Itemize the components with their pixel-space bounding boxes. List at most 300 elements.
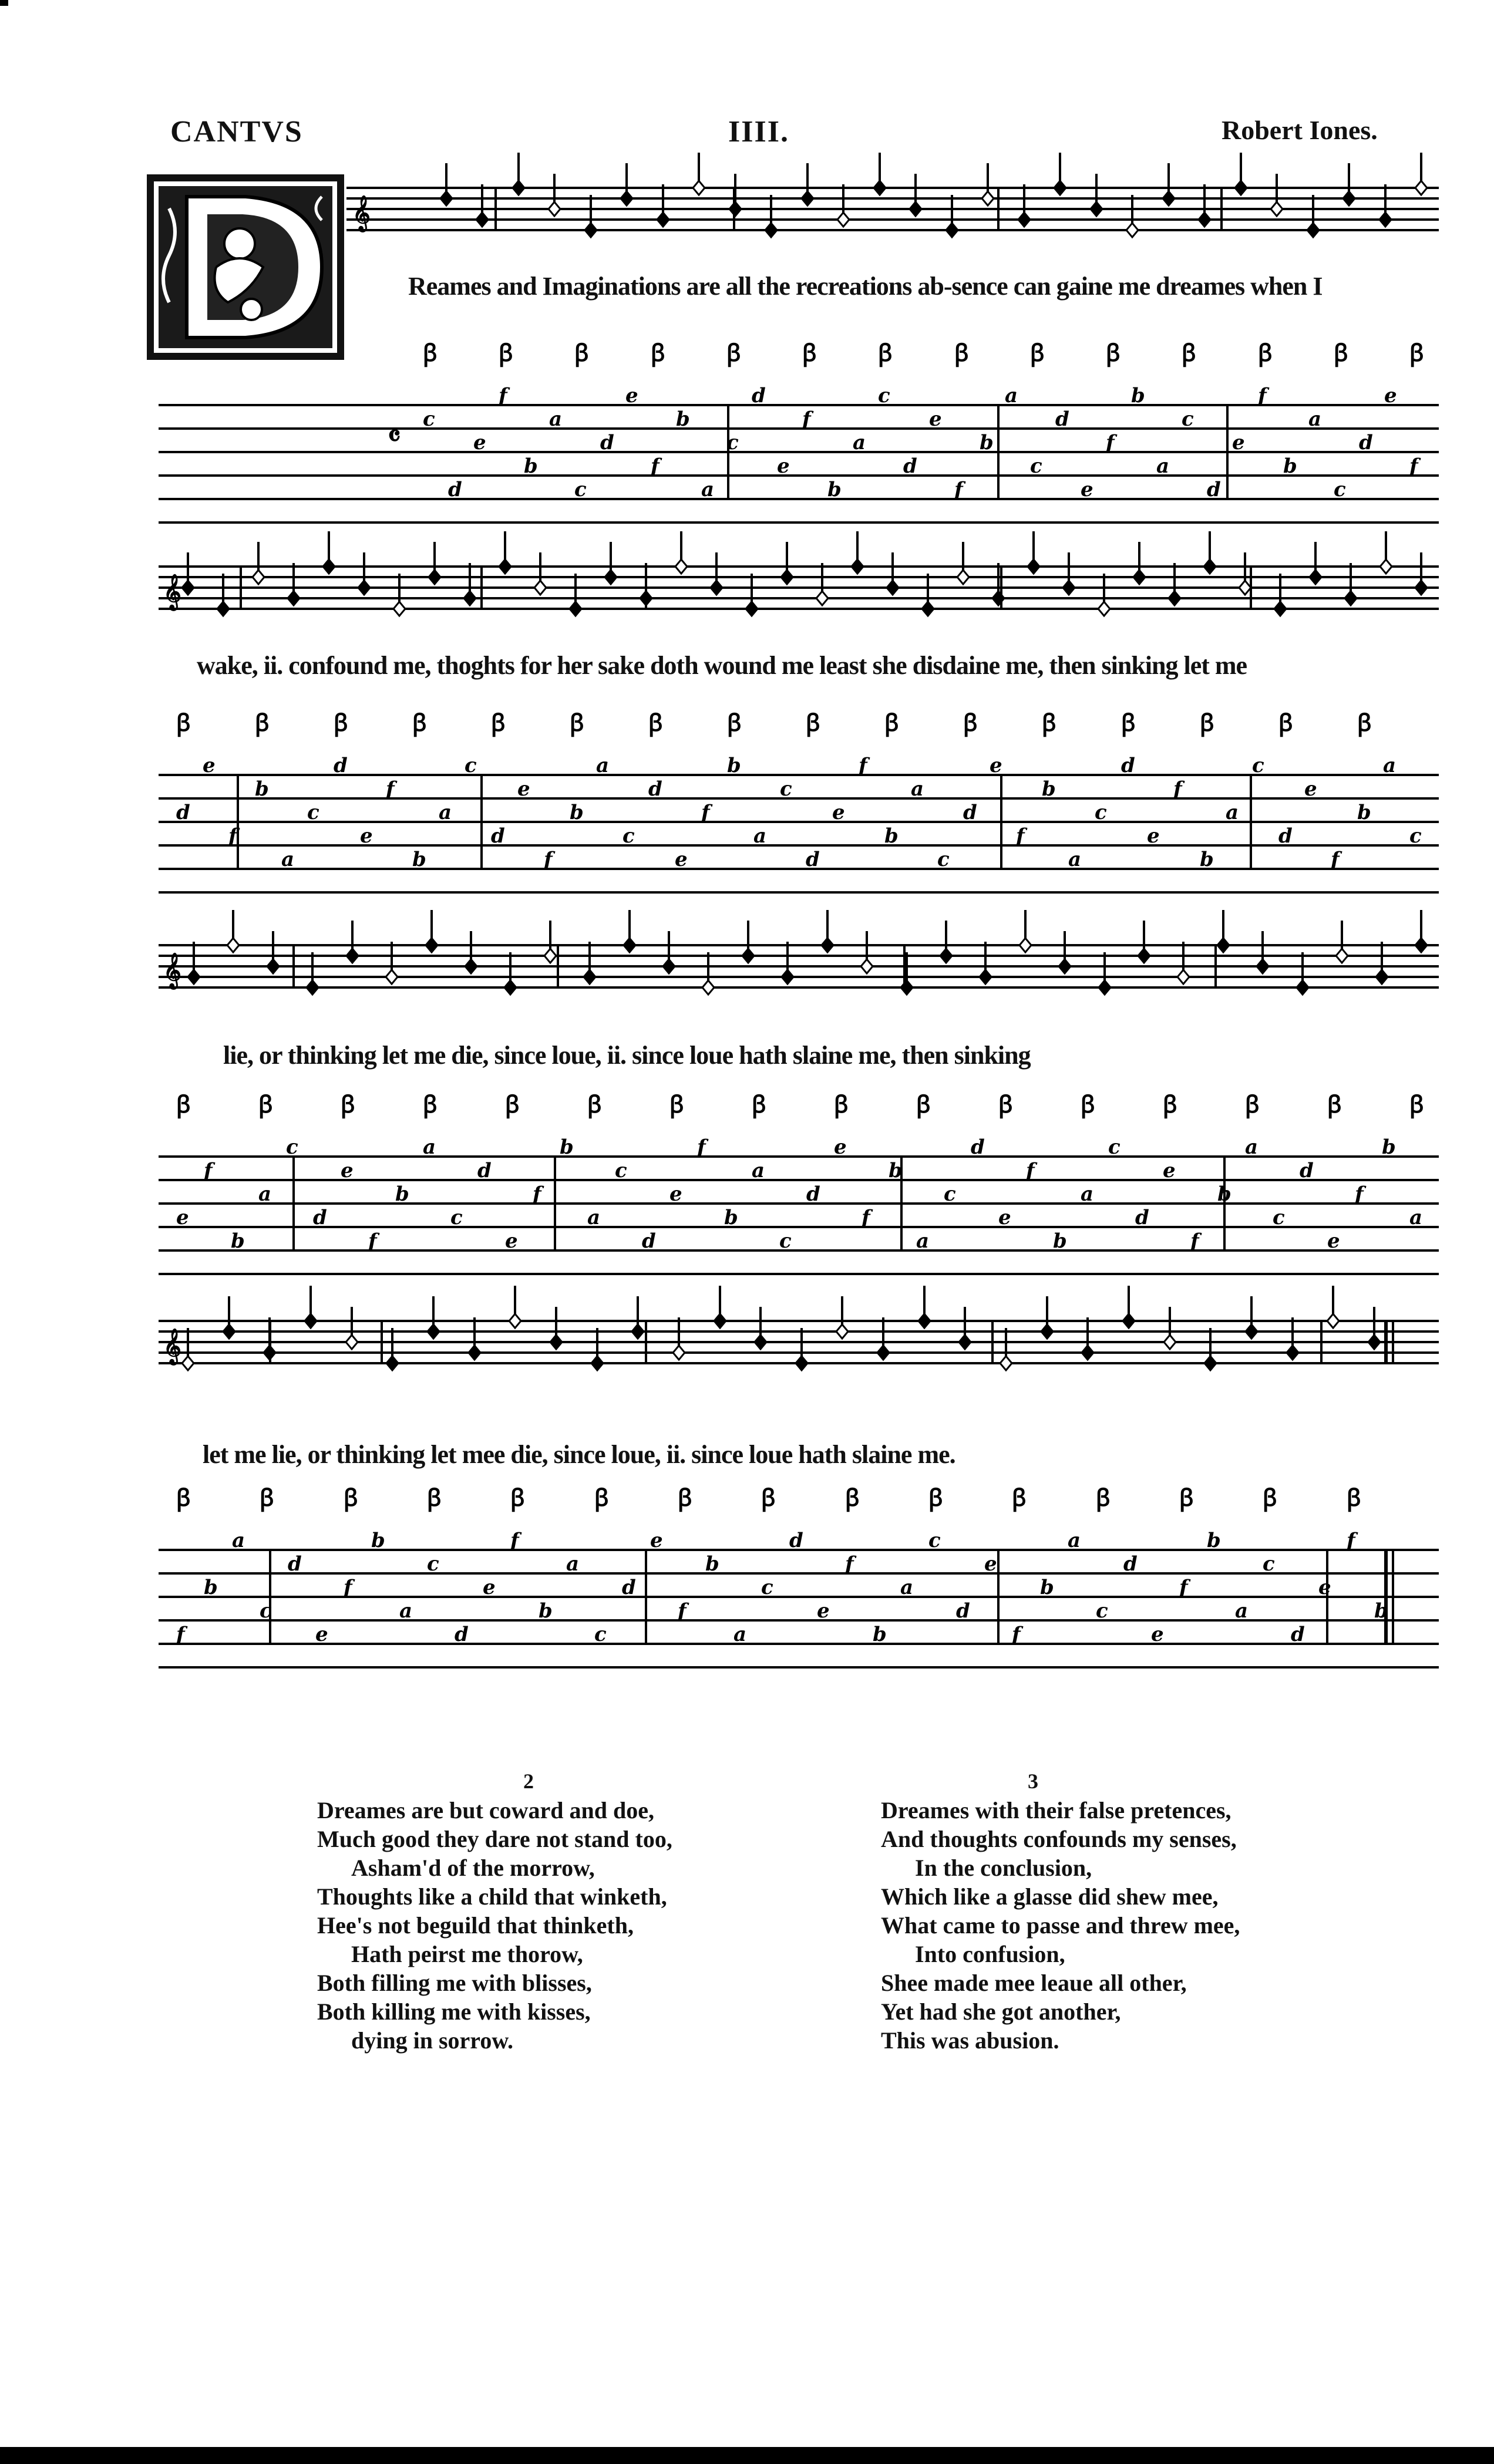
tab-letter: a — [733, 1623, 747, 1646]
tab-letter: e — [675, 848, 688, 871]
rhythm-flag: ꞵ — [1081, 1091, 1096, 1118]
note-head — [940, 949, 952, 963]
rhythm-flag: ꞵ — [1106, 339, 1121, 367]
note-head — [267, 959, 279, 973]
note-head — [426, 938, 438, 952]
tab-letter: b — [1382, 1135, 1396, 1159]
verse-number: 3 — [1028, 1769, 1038, 1793]
note-head — [836, 1324, 848, 1339]
note-head — [1343, 191, 1355, 205]
rhythm-flag: ꞵ — [1182, 339, 1197, 367]
tab-letter: d — [903, 454, 917, 478]
rhythm-flag: ꞵ — [341, 1091, 356, 1118]
verse-line: Yet had she got another, — [881, 1998, 1121, 2025]
rhythm-flag: ꞵ — [1357, 709, 1372, 737]
tab-letter: c — [1263, 1552, 1275, 1576]
tab-letter: d — [806, 848, 820, 871]
tab-letter: d — [752, 384, 766, 407]
tab-letter: c — [615, 1159, 627, 1182]
tab-letter: c — [726, 431, 739, 454]
tab-letter: b — [889, 1159, 903, 1182]
note-head — [182, 1356, 194, 1370]
note-head — [358, 581, 370, 595]
rhythm-flag: ꞵ — [423, 339, 438, 367]
tab-letter: a — [900, 1576, 914, 1599]
tab-letter: b — [827, 478, 842, 501]
tab-letter: c — [1096, 1599, 1108, 1623]
rhythm-flag: ꞵ — [806, 709, 821, 737]
note-head — [632, 1324, 644, 1339]
tab-letter: c — [465, 754, 477, 777]
tab-letter: e — [473, 431, 486, 454]
tab-letter: e — [1147, 824, 1160, 848]
note-head — [584, 970, 595, 984]
tab-letter: e — [1304, 777, 1317, 801]
tab-letter: e — [929, 407, 942, 431]
note-head — [440, 191, 452, 205]
tab-letter: c — [1273, 1206, 1285, 1229]
verse-line: Much good they dare not stand too, — [317, 1826, 672, 1852]
rhythm-flag: ꞵ — [1258, 339, 1273, 367]
note-head — [227, 938, 239, 952]
tab-letter: d — [806, 1182, 820, 1206]
tab-letter: e — [203, 754, 216, 777]
tab-letter: f — [176, 1623, 185, 1646]
note-head — [1138, 949, 1150, 963]
lute-tablature-4 — [0, 1485, 1494, 1697]
note-head — [1019, 938, 1031, 952]
note-head — [591, 1356, 603, 1370]
tab-letter: a — [853, 431, 866, 454]
note-head — [1054, 181, 1066, 195]
rhythm-flag: ꞵ — [427, 1484, 442, 1512]
verse-line: Both killing me with kisses, — [317, 1998, 591, 2025]
tab-letter: f — [1179, 1576, 1188, 1599]
song-number: IIII. — [728, 115, 789, 149]
note-head — [980, 970, 991, 984]
note-head — [796, 1356, 807, 1370]
tab-letter: c — [574, 478, 587, 501]
tab-letter: f — [954, 478, 963, 501]
note-head — [1163, 191, 1175, 205]
note-head — [464, 591, 476, 605]
note-head — [624, 938, 635, 952]
verse-line: What came to passe and threw mee, — [881, 1912, 1240, 1939]
note-head — [1415, 181, 1427, 195]
note-head — [509, 1314, 521, 1328]
rhythm-flag: ꞵ — [176, 709, 191, 737]
tab-letter: f — [533, 1182, 541, 1206]
svg-text:𝄞: 𝄞 — [352, 195, 371, 231]
tab-letter: a — [1081, 1182, 1094, 1206]
rhythm-flag: ꞵ — [510, 1484, 526, 1512]
tab-letter: b — [1283, 454, 1297, 478]
rhythm-flag: ꞵ — [1327, 1091, 1342, 1118]
rhythm-flag: ꞵ — [726, 339, 742, 367]
tab-letter: b — [724, 1206, 738, 1229]
tab-letter: e — [777, 454, 790, 478]
note-head — [1217, 938, 1229, 952]
note-head — [1164, 1335, 1176, 1349]
tab-letter: d — [1123, 1552, 1138, 1576]
tab-letter: c — [594, 1623, 607, 1646]
rhythm-flag: ꞵ — [834, 1091, 849, 1118]
tab-letter: a — [911, 777, 924, 801]
note-head — [874, 181, 886, 195]
tab-letter: a — [549, 407, 563, 431]
tab-letter: b — [1042, 777, 1056, 801]
verse-line: Both filling me with blisses, — [317, 1970, 592, 1996]
tab-letter: a — [1068, 1529, 1081, 1552]
note-head — [346, 1335, 358, 1349]
tab-letter: f — [1331, 848, 1340, 871]
tab-letter: b — [705, 1552, 719, 1576]
verse-line: In the conclusion, — [915, 1855, 1092, 1881]
note-head — [1204, 1356, 1216, 1370]
tab-letter: b — [1200, 848, 1214, 871]
verse-line: Hee's not beguild that thinketh, — [317, 1912, 634, 1939]
verse-line: Into confusion, — [915, 1941, 1065, 1967]
note-head — [513, 181, 524, 195]
note-head — [223, 1324, 235, 1339]
tab-letter: b — [727, 754, 741, 777]
tab-letter: e — [341, 1159, 354, 1182]
tab-letter: f — [678, 1599, 687, 1623]
tab-letter: b — [1207, 1529, 1221, 1552]
page-bottom-edge — [0, 2447, 1494, 2464]
tab-letter: a — [1308, 407, 1322, 431]
tab-letter: d — [1359, 431, 1373, 454]
tab-letter: a — [399, 1599, 413, 1623]
note-head — [1246, 1324, 1257, 1339]
note-head — [550, 1335, 562, 1349]
tab-letter: f — [862, 1206, 870, 1229]
tab-letter: c — [780, 777, 792, 801]
tab-letter: b — [884, 824, 899, 848]
tab-letter: f — [344, 1576, 352, 1599]
tab-letter: d — [1278, 824, 1293, 848]
part-name: CANTVS — [170, 115, 303, 149]
tab-letter: e — [817, 1599, 830, 1623]
rhythm-flag: ꞵ — [752, 1091, 767, 1118]
tab-letter: f — [1106, 431, 1115, 454]
verse-line: Which like a glasse did shew mee, — [881, 1883, 1219, 1910]
tab-letter: c — [779, 1229, 792, 1253]
rhythm-flag: ꞵ — [412, 709, 428, 737]
note-head — [1169, 591, 1180, 605]
verse-line: dying in sorrow. — [351, 2027, 513, 2054]
note-head — [982, 191, 994, 205]
note-head — [605, 570, 617, 584]
verse-line: Asham'd of the morrow, — [351, 1855, 595, 1881]
rhythm-flag: ꞵ — [1278, 709, 1294, 737]
tab-letter: b — [1040, 1576, 1054, 1599]
note-head — [910, 202, 921, 216]
tab-letter: f — [368, 1229, 377, 1253]
tab-letter: b — [1357, 801, 1371, 824]
voice-staff-4 — [0, 1297, 1494, 1403]
note-head — [1199, 213, 1210, 227]
rhythm-flag: ꞵ — [1263, 1484, 1278, 1512]
tab-letter: a — [1245, 1135, 1259, 1159]
rhythm-flag: ꞵ — [334, 709, 349, 737]
verse-line: Dreames with their false pretences, — [881, 1797, 1231, 1823]
tab-letter: a — [1068, 848, 1082, 871]
note-head — [476, 213, 488, 227]
tab-letter: d — [971, 1135, 985, 1159]
note-head — [1307, 223, 1319, 237]
tab-letter: b — [1053, 1229, 1067, 1253]
tab-letter: d — [1291, 1623, 1305, 1646]
tab-letter: f — [1173, 777, 1182, 801]
lyrics-line-4: let me lie, or thinking let mee die, since loue, ii. since loue hath slaine me. — [203, 1440, 955, 1469]
rhythm-flag: ꞵ — [491, 709, 506, 737]
note-head — [1235, 181, 1247, 195]
note-head — [288, 591, 300, 605]
note-head — [544, 949, 556, 963]
rhythm-flag: ꞵ — [176, 1091, 191, 1118]
tab-letter: e — [990, 754, 1002, 777]
note-head — [1327, 1314, 1339, 1328]
note-head — [714, 1314, 726, 1328]
tab-letter: e — [984, 1552, 997, 1576]
tab-letter: d — [622, 1576, 636, 1599]
svg-text:𝄴: 𝄴 — [388, 419, 401, 453]
tab-letter: f — [228, 824, 237, 848]
tab-letter: e — [1163, 1159, 1176, 1182]
note-head — [959, 1335, 971, 1349]
tab-letter: b — [371, 1529, 385, 1552]
rhythm-flag: ꞵ — [1096, 1484, 1111, 1512]
tab-letter: d — [455, 1623, 469, 1646]
note-head — [1063, 581, 1075, 595]
note-head — [861, 959, 873, 973]
rhythm-flag: ꞵ — [1409, 1091, 1425, 1118]
note-head — [1345, 591, 1357, 605]
tab-letter: c — [761, 1576, 773, 1599]
note-head — [702, 980, 714, 995]
note-head — [1239, 581, 1251, 595]
note-head — [393, 602, 405, 616]
tab-letter: f — [499, 384, 507, 407]
rhythm-flag: ꞵ — [260, 1484, 275, 1512]
tab-letter: f — [1355, 1182, 1364, 1206]
note-head — [1126, 223, 1138, 237]
tab-letter: d — [1300, 1159, 1314, 1182]
tab-letter: a — [752, 1159, 765, 1182]
note-head — [1018, 213, 1030, 227]
rhythm-flag: ꞵ — [1347, 1484, 1362, 1512]
verse-line: Thoughts like a child that winketh, — [317, 1883, 667, 1910]
note-head — [765, 223, 777, 237]
note-head — [253, 570, 264, 584]
note-head — [1041, 1324, 1053, 1339]
tab-letter: d — [642, 1229, 656, 1253]
note-head — [386, 970, 398, 984]
verse-number: 2 — [523, 1769, 534, 1793]
tab-letter: d — [1055, 407, 1069, 431]
tab-letter: b — [1131, 384, 1145, 407]
tab-letter: f — [510, 1529, 519, 1552]
tab-letter: f — [544, 848, 553, 871]
tab-letter: e — [1327, 1229, 1340, 1253]
note-head — [1310, 570, 1321, 584]
tab-letter: d — [477, 1159, 492, 1182]
tab-letter: e — [505, 1229, 518, 1253]
verse-line: Shee made mee leaue all other, — [881, 1970, 1187, 1996]
rhythm-flag: ꞵ — [963, 709, 978, 737]
tab-letter: d — [313, 1206, 327, 1229]
rhythm-flag: ꞵ — [761, 1484, 776, 1512]
tab-letter: d — [176, 801, 190, 824]
note-head — [499, 559, 511, 574]
tab-letter: a — [258, 1182, 272, 1206]
tab-letter: c — [622, 824, 635, 848]
note-head — [918, 1314, 930, 1328]
note-head — [1177, 970, 1189, 984]
note-head — [901, 980, 913, 995]
verse-line: This was abusion. — [881, 2027, 1059, 2054]
tab-letter: e — [176, 1206, 189, 1229]
tab-letter: c — [423, 407, 435, 431]
tab-letter: e — [1151, 1623, 1164, 1646]
note-head — [746, 602, 758, 616]
note-head — [305, 1314, 317, 1328]
tab-letter: e — [998, 1206, 1011, 1229]
verse-3 — [881, 1767, 1327, 2055]
note-head — [1287, 1346, 1298, 1360]
note-head — [534, 581, 546, 595]
tab-letter: b — [204, 1576, 218, 1599]
svg-text:𝄞: 𝄞 — [163, 952, 181, 988]
rhythm-flag: ꞵ — [845, 1484, 860, 1512]
tab-letter: a — [701, 478, 715, 501]
lyrics-line-3: lie, or thinking let me die, since loue, ii. since loue hath slaine me, then sinking — [223, 1041, 1031, 1070]
tab-letter: c — [1030, 454, 1042, 478]
voice-staff-3 — [0, 922, 1494, 1027]
tab-letter: c — [1334, 478, 1346, 501]
note-head — [570, 602, 581, 616]
rhythm-flag: ꞵ — [1121, 709, 1136, 737]
rhythm-flag: ꞵ — [499, 339, 514, 367]
note-head — [188, 970, 200, 984]
tab-letter: b — [560, 1135, 574, 1159]
tab-letter: f — [1409, 454, 1418, 478]
note-head — [1380, 559, 1392, 574]
tab-letter: c — [286, 1135, 298, 1159]
tab-letter: e — [1232, 431, 1245, 454]
note-head — [1082, 1346, 1093, 1360]
note-head — [346, 949, 358, 963]
tab-letter: b — [873, 1623, 887, 1646]
verse-line: Hath peirst me thorow, — [351, 1941, 583, 1967]
tab-letter: f — [859, 754, 867, 777]
voice-staff-2 — [0, 543, 1494, 649]
note-head — [1271, 202, 1283, 216]
rhythm-flag: ꞵ — [1163, 1091, 1178, 1118]
rhythm-flag: ꞵ — [954, 339, 970, 367]
lute-tablature-1 — [0, 317, 1494, 540]
note-head — [946, 223, 958, 237]
rhythm-flag: ꞵ — [727, 709, 742, 737]
tab-letter: d — [789, 1529, 803, 1552]
note-head — [323, 559, 335, 574]
note-head — [1297, 980, 1308, 995]
rhythm-flag: ꞵ — [916, 1091, 931, 1118]
note-head — [802, 191, 813, 205]
tab-letter: a — [587, 1206, 601, 1229]
note-head — [822, 938, 833, 952]
rhythm-flag: ꞵ — [258, 1091, 274, 1118]
rhythm-flag: ꞵ — [928, 1484, 944, 1512]
note-head — [957, 570, 969, 584]
rhythm-flag: ꞵ — [594, 1484, 610, 1512]
tab-letter: f — [1016, 824, 1025, 848]
note-head — [675, 559, 687, 574]
rhythm-flag: ꞵ — [587, 1091, 603, 1118]
note-head — [386, 1356, 398, 1370]
rhythm-flag: ꞵ — [1245, 1091, 1260, 1118]
note-head — [1415, 581, 1427, 595]
tab-letter: e — [832, 801, 845, 824]
tab-letter: e — [1318, 1576, 1331, 1599]
note-head — [711, 581, 722, 595]
composer-name: Robert Iones. — [1222, 115, 1378, 145]
note-head — [1204, 559, 1216, 574]
rhythm-flag: ꞵ — [1042, 709, 1057, 737]
note-head — [217, 602, 229, 616]
tab-letter: e — [1384, 384, 1397, 407]
tab-letter: a — [423, 1135, 436, 1159]
rhythm-flag: ꞵ — [423, 1091, 438, 1118]
tab-letter: e — [360, 824, 373, 848]
tab-letter: d — [334, 754, 348, 777]
note-head — [585, 223, 597, 237]
tab-letter: f — [1347, 1529, 1355, 1552]
tab-letter: f — [1258, 384, 1267, 407]
tab-letter: f — [386, 777, 395, 801]
tab-letter: c — [1182, 407, 1194, 431]
note-head — [621, 191, 632, 205]
note-head — [504, 980, 516, 995]
note-head — [1368, 1335, 1380, 1349]
tab-letter: f — [802, 407, 811, 431]
margin-mark — [0, 0, 8, 6]
note-head — [657, 213, 669, 227]
rhythm-flag: ꞵ — [802, 339, 817, 367]
note-head — [755, 1335, 766, 1349]
tab-letter: e — [517, 777, 530, 801]
svg-text:𝄞: 𝄞 — [163, 1328, 181, 1364]
tab-letter: a — [1226, 801, 1239, 824]
lyrics-line-2: wake, ii. confound me, thoghts for her sake doth wound me least she disdaine me, then sinking let me — [197, 651, 1247, 680]
tab-letter: b — [1374, 1599, 1388, 1623]
tab-letter: a — [566, 1552, 580, 1576]
note-head — [1028, 559, 1039, 574]
tab-letter: e — [483, 1576, 496, 1599]
voice-staff-1 — [0, 164, 1494, 270]
tab-letter: b — [570, 801, 584, 824]
tab-letter: d — [963, 801, 977, 824]
tab-letter: a — [281, 848, 295, 871]
note-head — [782, 970, 793, 984]
note-head — [663, 959, 675, 973]
tab-letter: c — [427, 1552, 439, 1576]
tab-letter: d — [448, 478, 462, 501]
note-head — [182, 581, 194, 595]
rhythm-flag: ꞵ — [1200, 709, 1215, 737]
note-head — [673, 1346, 685, 1360]
